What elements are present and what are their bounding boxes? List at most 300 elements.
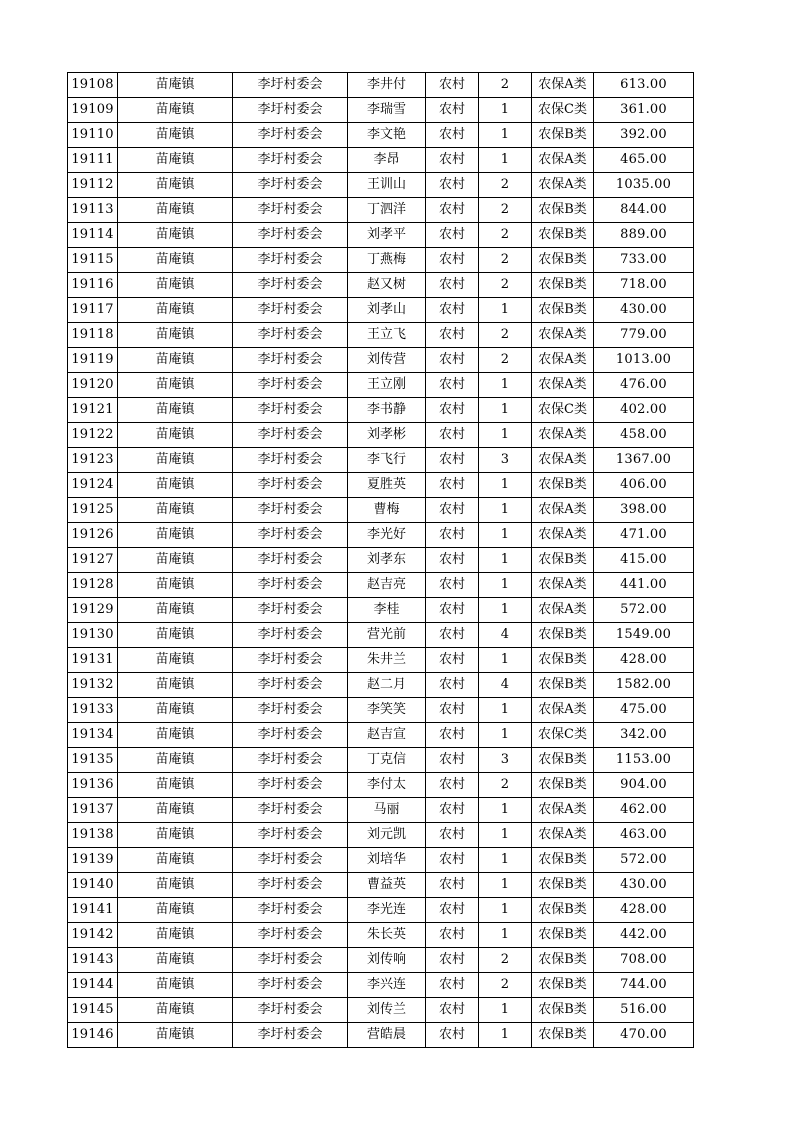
household-size-cell: 1 [479, 473, 532, 498]
id-cell: 19140 [68, 873, 118, 898]
town-cell: 苗庵镇 [118, 848, 233, 873]
household-size-cell: 2 [479, 948, 532, 973]
area-type-cell: 农村 [426, 698, 479, 723]
insurance-class-cell: 农保A类 [532, 348, 594, 373]
name-cell: 刘传响 [348, 948, 426, 973]
committee-cell: 李圩村委会 [233, 748, 348, 773]
id-cell: 19115 [68, 248, 118, 273]
id-cell: 19129 [68, 598, 118, 623]
id-cell: 19144 [68, 973, 118, 998]
area-type-cell: 农村 [426, 773, 479, 798]
name-cell: 马丽 [348, 798, 426, 823]
table-row [68, 123, 694, 148]
table-row [68, 723, 694, 748]
household-size-cell: 1 [479, 398, 532, 423]
amount-cell: 465.00 [594, 148, 694, 173]
insurance-class-cell: 农保B类 [532, 648, 594, 673]
insurance-class-cell: 农保C类 [532, 723, 594, 748]
amount-cell: 463.00 [594, 823, 694, 848]
amount-cell: 458.00 [594, 423, 694, 448]
committee-cell: 李圩村委会 [233, 73, 348, 98]
area-type-cell: 农村 [426, 898, 479, 923]
area-type-cell: 农村 [426, 323, 479, 348]
household-size-cell: 2 [479, 348, 532, 373]
table-row [68, 548, 694, 573]
town-cell: 苗庵镇 [118, 223, 233, 248]
area-type-cell: 农村 [426, 273, 479, 298]
id-cell: 19119 [68, 348, 118, 373]
table-row [68, 673, 694, 698]
town-cell: 苗庵镇 [118, 948, 233, 973]
insurance-class-cell: 农保B类 [532, 1023, 594, 1048]
table-row [68, 73, 694, 98]
name-cell: 朱长英 [348, 923, 426, 948]
id-cell: 19121 [68, 398, 118, 423]
area-type-cell: 农村 [426, 723, 479, 748]
id-cell: 19136 [68, 773, 118, 798]
id-cell: 19138 [68, 823, 118, 848]
committee-cell: 李圩村委会 [233, 798, 348, 823]
committee-cell: 李圩村委会 [233, 473, 348, 498]
table-row [68, 698, 694, 723]
name-cell: 丁泗洋 [348, 198, 426, 223]
town-cell: 苗庵镇 [118, 898, 233, 923]
household-size-cell: 1 [479, 898, 532, 923]
area-type-cell: 农村 [426, 798, 479, 823]
area-type-cell: 农村 [426, 98, 479, 123]
insurance-class-cell: 农保A类 [532, 148, 594, 173]
amount-cell: 1035.00 [594, 173, 694, 198]
name-cell: 李光连 [348, 898, 426, 923]
household-size-cell: 1 [479, 998, 532, 1023]
household-size-cell: 2 [479, 223, 532, 248]
name-cell: 曹益英 [348, 873, 426, 898]
table-row [68, 898, 694, 923]
insurance-class-cell: 农保B类 [532, 923, 594, 948]
amount-cell: 342.00 [594, 723, 694, 748]
household-size-cell: 1 [479, 123, 532, 148]
insurance-class-cell: 农保A类 [532, 823, 594, 848]
name-cell: 营皓晨 [348, 1023, 426, 1048]
town-cell: 苗庵镇 [118, 1023, 233, 1048]
committee-cell: 李圩村委会 [233, 373, 348, 398]
table-row [68, 248, 694, 273]
insurance-class-cell: 农保B类 [532, 298, 594, 323]
table-row [68, 148, 694, 173]
amount-cell: 516.00 [594, 998, 694, 1023]
town-cell: 苗庵镇 [118, 123, 233, 148]
town-cell: 苗庵镇 [118, 823, 233, 848]
area-type-cell: 农村 [426, 173, 479, 198]
committee-cell: 李圩村委会 [233, 823, 348, 848]
household-size-cell: 2 [479, 173, 532, 198]
table-row [68, 1023, 694, 1048]
area-type-cell: 农村 [426, 373, 479, 398]
amount-cell: 392.00 [594, 123, 694, 148]
id-cell: 19132 [68, 673, 118, 698]
area-type-cell: 农村 [426, 998, 479, 1023]
name-cell: 李笑笑 [348, 698, 426, 723]
table-row [68, 573, 694, 598]
area-type-cell: 农村 [426, 548, 479, 573]
table-row [68, 773, 694, 798]
area-type-cell: 农村 [426, 848, 479, 873]
town-cell: 苗庵镇 [118, 798, 233, 823]
household-size-cell: 1 [479, 873, 532, 898]
household-size-cell: 1 [479, 598, 532, 623]
amount-cell: 1367.00 [594, 448, 694, 473]
amount-cell: 744.00 [594, 973, 694, 998]
town-cell: 苗庵镇 [118, 423, 233, 448]
amount-cell: 428.00 [594, 648, 694, 673]
town-cell: 苗庵镇 [118, 148, 233, 173]
name-cell: 刘传兰 [348, 998, 426, 1023]
name-cell: 赵二月 [348, 673, 426, 698]
name-cell: 刘培华 [348, 848, 426, 873]
name-cell: 刘孝平 [348, 223, 426, 248]
household-size-cell: 1 [479, 723, 532, 748]
insurance-class-cell: 农保B类 [532, 773, 594, 798]
town-cell: 苗庵镇 [118, 73, 233, 98]
id-cell: 19120 [68, 373, 118, 398]
household-size-cell: 4 [479, 673, 532, 698]
amount-cell: 441.00 [594, 573, 694, 598]
committee-cell: 李圩村委会 [233, 648, 348, 673]
table-row [68, 373, 694, 398]
name-cell: 营光前 [348, 623, 426, 648]
name-cell: 赵吉亮 [348, 573, 426, 598]
amount-cell: 415.00 [594, 548, 694, 573]
town-cell: 苗庵镇 [118, 923, 233, 948]
id-cell: 19109 [68, 98, 118, 123]
town-cell: 苗庵镇 [118, 998, 233, 1023]
committee-cell: 李圩村委会 [233, 148, 348, 173]
amount-cell: 718.00 [594, 273, 694, 298]
insurance-class-cell: 农保B类 [532, 873, 594, 898]
id-cell: 19111 [68, 148, 118, 173]
area-type-cell: 农村 [426, 248, 479, 273]
name-cell: 李文艳 [348, 123, 426, 148]
insurance-class-cell: 农保B类 [532, 623, 594, 648]
committee-cell: 李圩村委会 [233, 198, 348, 223]
name-cell: 丁燕梅 [348, 248, 426, 273]
id-cell: 19131 [68, 648, 118, 673]
insurance-class-cell: 农保B类 [532, 673, 594, 698]
committee-cell: 李圩村委会 [233, 673, 348, 698]
name-cell: 王立飞 [348, 323, 426, 348]
household-size-cell: 1 [479, 148, 532, 173]
id-cell: 19141 [68, 898, 118, 923]
table-row [68, 473, 694, 498]
amount-cell: 733.00 [594, 248, 694, 273]
table-row [68, 223, 694, 248]
area-type-cell: 农村 [426, 823, 479, 848]
household-size-cell: 1 [479, 798, 532, 823]
id-cell: 19139 [68, 848, 118, 873]
amount-cell: 430.00 [594, 298, 694, 323]
insurance-class-cell: 农保B类 [532, 548, 594, 573]
name-cell: 李井付 [348, 73, 426, 98]
committee-cell: 李圩村委会 [233, 623, 348, 648]
area-type-cell: 农村 [426, 223, 479, 248]
town-cell: 苗庵镇 [118, 198, 233, 223]
household-size-cell: 1 [479, 373, 532, 398]
town-cell: 苗庵镇 [118, 698, 233, 723]
id-cell: 19116 [68, 273, 118, 298]
name-cell: 刘元凯 [348, 823, 426, 848]
amount-cell: 462.00 [594, 798, 694, 823]
town-cell: 苗庵镇 [118, 623, 233, 648]
committee-cell: 李圩村委会 [233, 948, 348, 973]
amount-cell: 442.00 [594, 923, 694, 948]
town-cell: 苗庵镇 [118, 248, 233, 273]
insurance-class-cell: 农保A类 [532, 573, 594, 598]
insurance-class-cell: 农保B类 [532, 198, 594, 223]
insurance-class-cell: 农保A类 [532, 73, 594, 98]
committee-cell: 李圩村委会 [233, 523, 348, 548]
table-row [68, 648, 694, 673]
data-table [67, 72, 694, 1048]
table-row [68, 598, 694, 623]
table-row [68, 323, 694, 348]
area-type-cell: 农村 [426, 523, 479, 548]
insurance-class-cell: 农保A类 [532, 523, 594, 548]
id-cell: 19128 [68, 573, 118, 598]
id-cell: 19118 [68, 323, 118, 348]
amount-cell: 361.00 [594, 98, 694, 123]
area-type-cell: 农村 [426, 198, 479, 223]
amount-cell: 428.00 [594, 898, 694, 923]
table-row [68, 998, 694, 1023]
amount-cell: 1582.00 [594, 673, 694, 698]
id-cell: 19146 [68, 1023, 118, 1048]
amount-cell: 470.00 [594, 1023, 694, 1048]
town-cell: 苗庵镇 [118, 548, 233, 573]
committee-cell: 李圩村委会 [233, 1023, 348, 1048]
town-cell: 苗庵镇 [118, 498, 233, 523]
table-row [68, 198, 694, 223]
id-cell: 19126 [68, 523, 118, 548]
area-type-cell: 农村 [426, 873, 479, 898]
town-cell: 苗庵镇 [118, 573, 233, 598]
name-cell: 李书静 [348, 398, 426, 423]
amount-cell: 475.00 [594, 698, 694, 723]
amount-cell: 430.00 [594, 873, 694, 898]
table-row [68, 423, 694, 448]
insurance-class-cell: 农保A类 [532, 498, 594, 523]
table-row [68, 873, 694, 898]
area-type-cell: 农村 [426, 623, 479, 648]
amount-cell: 398.00 [594, 498, 694, 523]
town-cell: 苗庵镇 [118, 523, 233, 548]
amount-cell: 1013.00 [594, 348, 694, 373]
household-size-cell: 2 [479, 73, 532, 98]
household-size-cell: 2 [479, 323, 532, 348]
area-type-cell: 农村 [426, 448, 479, 473]
committee-cell: 李圩村委会 [233, 398, 348, 423]
insurance-class-cell: 农保A类 [532, 423, 594, 448]
id-cell: 19117 [68, 298, 118, 323]
area-type-cell: 农村 [426, 673, 479, 698]
household-size-cell: 3 [479, 748, 532, 773]
area-type-cell: 农村 [426, 473, 479, 498]
amount-cell: 613.00 [594, 73, 694, 98]
committee-cell: 李圩村委会 [233, 98, 348, 123]
insurance-class-cell: 农保A类 [532, 323, 594, 348]
area-type-cell: 农村 [426, 923, 479, 948]
id-cell: 19145 [68, 998, 118, 1023]
town-cell: 苗庵镇 [118, 973, 233, 998]
name-cell: 李飞行 [348, 448, 426, 473]
insurance-class-cell: 农保B类 [532, 473, 594, 498]
table-row [68, 523, 694, 548]
table-row [68, 398, 694, 423]
committee-cell: 李圩村委会 [233, 723, 348, 748]
id-cell: 19127 [68, 548, 118, 573]
id-cell: 19137 [68, 798, 118, 823]
amount-cell: 844.00 [594, 198, 694, 223]
household-size-cell: 2 [479, 198, 532, 223]
id-cell: 19113 [68, 198, 118, 223]
name-cell: 王立刚 [348, 373, 426, 398]
table-row [68, 98, 694, 123]
area-type-cell: 农村 [426, 748, 479, 773]
committee-cell: 李圩村委会 [233, 273, 348, 298]
table-row [68, 798, 694, 823]
name-cell: 李昂 [348, 148, 426, 173]
name-cell: 刘孝山 [348, 298, 426, 323]
area-type-cell: 农村 [426, 498, 479, 523]
table-row [68, 848, 694, 873]
name-cell: 李桂 [348, 598, 426, 623]
amount-cell: 779.00 [594, 323, 694, 348]
town-cell: 苗庵镇 [118, 873, 233, 898]
area-type-cell: 农村 [426, 973, 479, 998]
id-cell: 19114 [68, 223, 118, 248]
committee-cell: 李圩村委会 [233, 123, 348, 148]
table-row [68, 298, 694, 323]
insurance-class-cell: 农保C类 [532, 398, 594, 423]
amount-cell: 476.00 [594, 373, 694, 398]
amount-cell: 889.00 [594, 223, 694, 248]
table-row [68, 623, 694, 648]
household-size-cell: 1 [479, 548, 532, 573]
insurance-class-cell: 农保B类 [532, 948, 594, 973]
table-row [68, 748, 694, 773]
committee-cell: 李圩村委会 [233, 973, 348, 998]
table-row [68, 823, 694, 848]
household-size-cell: 1 [479, 298, 532, 323]
committee-cell: 李圩村委会 [233, 448, 348, 473]
insurance-class-cell: 农保B类 [532, 973, 594, 998]
id-cell: 19112 [68, 173, 118, 198]
insurance-class-cell: 农保A类 [532, 448, 594, 473]
table-row [68, 498, 694, 523]
amount-cell: 572.00 [594, 598, 694, 623]
amount-cell: 904.00 [594, 773, 694, 798]
name-cell: 李瑞雪 [348, 98, 426, 123]
household-size-cell: 1 [479, 98, 532, 123]
town-cell: 苗庵镇 [118, 173, 233, 198]
name-cell: 刘传营 [348, 348, 426, 373]
area-type-cell: 农村 [426, 648, 479, 673]
insurance-class-cell: 农保B类 [532, 223, 594, 248]
town-cell: 苗庵镇 [118, 673, 233, 698]
area-type-cell: 农村 [426, 148, 479, 173]
id-cell: 19143 [68, 948, 118, 973]
household-size-cell: 4 [479, 623, 532, 648]
id-cell: 19108 [68, 73, 118, 98]
name-cell: 刘孝东 [348, 548, 426, 573]
town-cell: 苗庵镇 [118, 373, 233, 398]
amount-cell: 402.00 [594, 398, 694, 423]
area-type-cell: 农村 [426, 398, 479, 423]
id-cell: 19123 [68, 448, 118, 473]
committee-cell: 李圩村委会 [233, 848, 348, 873]
insurance-class-cell: 农保A类 [532, 173, 594, 198]
town-cell: 苗庵镇 [118, 398, 233, 423]
area-type-cell: 农村 [426, 348, 479, 373]
committee-cell: 李圩村委会 [233, 698, 348, 723]
household-size-cell: 3 [479, 448, 532, 473]
household-size-cell: 1 [479, 698, 532, 723]
name-cell: 李光好 [348, 523, 426, 548]
household-size-cell: 1 [479, 823, 532, 848]
area-type-cell: 农村 [426, 573, 479, 598]
name-cell: 曹梅 [348, 498, 426, 523]
household-size-cell: 1 [479, 573, 532, 598]
insurance-class-cell: 农保B类 [532, 748, 594, 773]
table-row [68, 448, 694, 473]
household-size-cell: 2 [479, 273, 532, 298]
household-size-cell: 1 [479, 498, 532, 523]
committee-cell: 李圩村委会 [233, 898, 348, 923]
committee-cell: 李圩村委会 [233, 423, 348, 448]
table-row [68, 973, 694, 998]
insurance-class-cell: 农保B类 [532, 273, 594, 298]
area-type-cell: 农村 [426, 73, 479, 98]
town-cell: 苗庵镇 [118, 448, 233, 473]
area-type-cell: 农村 [426, 948, 479, 973]
insurance-class-cell: 农保B类 [532, 848, 594, 873]
name-cell: 李兴连 [348, 973, 426, 998]
table-row [68, 948, 694, 973]
insurance-class-cell: 农保A类 [532, 798, 594, 823]
insurance-class-cell: 农保A类 [532, 373, 594, 398]
id-cell: 19135 [68, 748, 118, 773]
committee-cell: 李圩村委会 [233, 298, 348, 323]
amount-cell: 406.00 [594, 473, 694, 498]
amount-cell: 1549.00 [594, 623, 694, 648]
committee-cell: 李圩村委会 [233, 598, 348, 623]
table-row [68, 173, 694, 198]
insurance-class-cell: 农保B类 [532, 998, 594, 1023]
amount-cell: 572.00 [594, 848, 694, 873]
area-type-cell: 农村 [426, 1023, 479, 1048]
area-type-cell: 农村 [426, 598, 479, 623]
id-cell: 19130 [68, 623, 118, 648]
committee-cell: 李圩村委会 [233, 773, 348, 798]
insurance-class-cell: 农保A类 [532, 598, 594, 623]
area-type-cell: 农村 [426, 298, 479, 323]
household-size-cell: 2 [479, 773, 532, 798]
committee-cell: 李圩村委会 [233, 248, 348, 273]
committee-cell: 李圩村委会 [233, 348, 348, 373]
committee-cell: 李圩村委会 [233, 573, 348, 598]
name-cell: 夏胜英 [348, 473, 426, 498]
town-cell: 苗庵镇 [118, 648, 233, 673]
area-type-cell: 农村 [426, 423, 479, 448]
